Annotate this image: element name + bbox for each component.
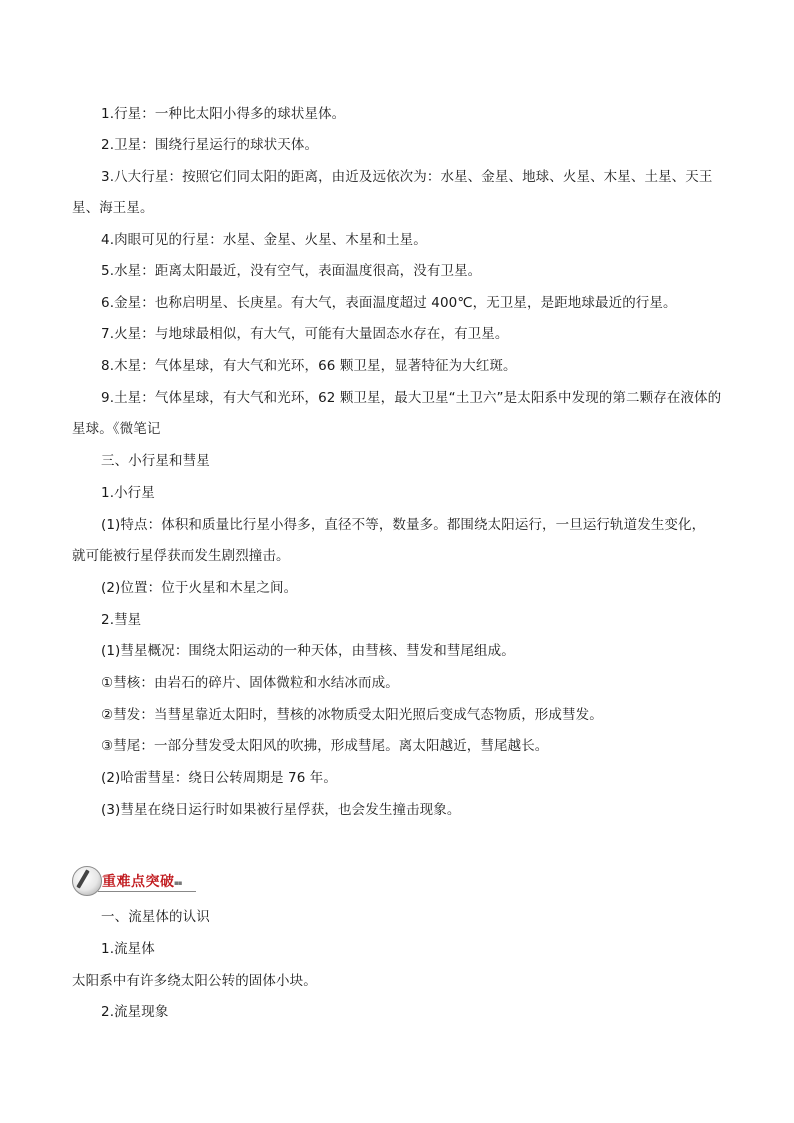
paragraph-comet-overview: (1)彗星概况：围绕太阳运动的一种天体，由彗核、彗发和彗尾组成。 (101, 643, 515, 659)
badge-dots-decoration: ▪▪ (174, 879, 182, 887)
section-heading-asteroids-comets: 三、小行星和彗星 (101, 453, 210, 469)
paragraph-planet: 1.行星：一种比太阳小得多的球状星体。 (101, 106, 346, 122)
paragraph-asteroid-features-line2: 就可能被行星俘获而发生剧烈撞击。 (72, 548, 290, 564)
paragraph-halley-comet: (2)哈雷彗星：绕日公转周期是 76 年。 (101, 770, 337, 786)
section-badge (72, 866, 198, 896)
subheading-comet: 2.彗星 (101, 612, 142, 628)
paragraph-visible-planets: 4.肉眼可见的行星：水星、金星、火星、木星和土星。 (101, 232, 427, 248)
paragraph-mars: 7.火星：与地球最相似，有大气，可能有大量固态水存在，有卫星。 (101, 326, 509, 342)
paragraph-comet-nucleus: ①彗核：由岩石的碎片、固体微粒和水结冰而成。 (101, 675, 399, 691)
badge-title: 重难点突破 (102, 874, 175, 890)
paragraph-asteroid-features-line1: (1)特点：体积和质量比行星小得多，直径不等，数量多。都围绕太阳运行，一旦运行轨道发生变化， (101, 517, 706, 533)
paragraph-asteroid-location: (2)位置：位于火星和木星之间。 (101, 580, 298, 596)
paragraph-jupiter: 8.木星：气体星球，有大气和光环，66 颗卫星，显著特征为大红斑。 (101, 358, 517, 374)
paragraph-comet-capture: (3)彗星在绕日运行时如果被行星俘获，也会发生撞击现象。 (101, 802, 461, 818)
paragraph-eight-planets-line2: 星、海王星。 (72, 200, 154, 216)
paragraph-mercury: 5.水星：距离太阳最近，没有空气，表面温度很高，没有卫星。 (101, 263, 482, 279)
paragraph-comet-tail: ③彗尾：一部分彗发受太阳风的吹拂，形成彗尾。离太阳越近，彗尾越长。 (101, 738, 549, 754)
paragraph-saturn-line2: 星球。《微笔记 (72, 421, 161, 437)
subheading-meteoroid: 1.流星体 (101, 941, 155, 957)
paragraph-satellite: 2.卫星：围绕行星运行的球状天体。 (101, 137, 319, 153)
section-heading-meteoroid: 一、流星体的认识 (101, 909, 210, 925)
paragraph-saturn-line1: 9.土星：气体星球，有大气和光环，62 颗卫星，最大卫星“土卫六”是太阳系中发现的第二颗存在液体的 (101, 390, 722, 406)
paragraph-venus: 6.金星：也称启明星、长庚星。有大气，表面温度超过 400℃，无卫星，是距地球最近的行星。 (101, 295, 677, 311)
paragraph-eight-planets-line1: 3.八大行星：按照它们同太阳的距离，由近及远依次为：水星、金星、地球、火星、木星、土星、天王 (101, 169, 713, 185)
subheading-meteor-phenomenon: 2.流星现象 (101, 1004, 169, 1020)
paragraph-meteoroid-definition: 太阳系中有许多绕太阳公转的固体小块。 (72, 973, 317, 989)
subheading-asteroid: 1.小行星 (101, 485, 155, 501)
badge-underline (98, 891, 196, 892)
paragraph-comet-coma: ②彗发：当彗星靠近太阳时，彗核的冰物质受太阳光照后变成气态物质，形成彗发。 (101, 707, 603, 723)
